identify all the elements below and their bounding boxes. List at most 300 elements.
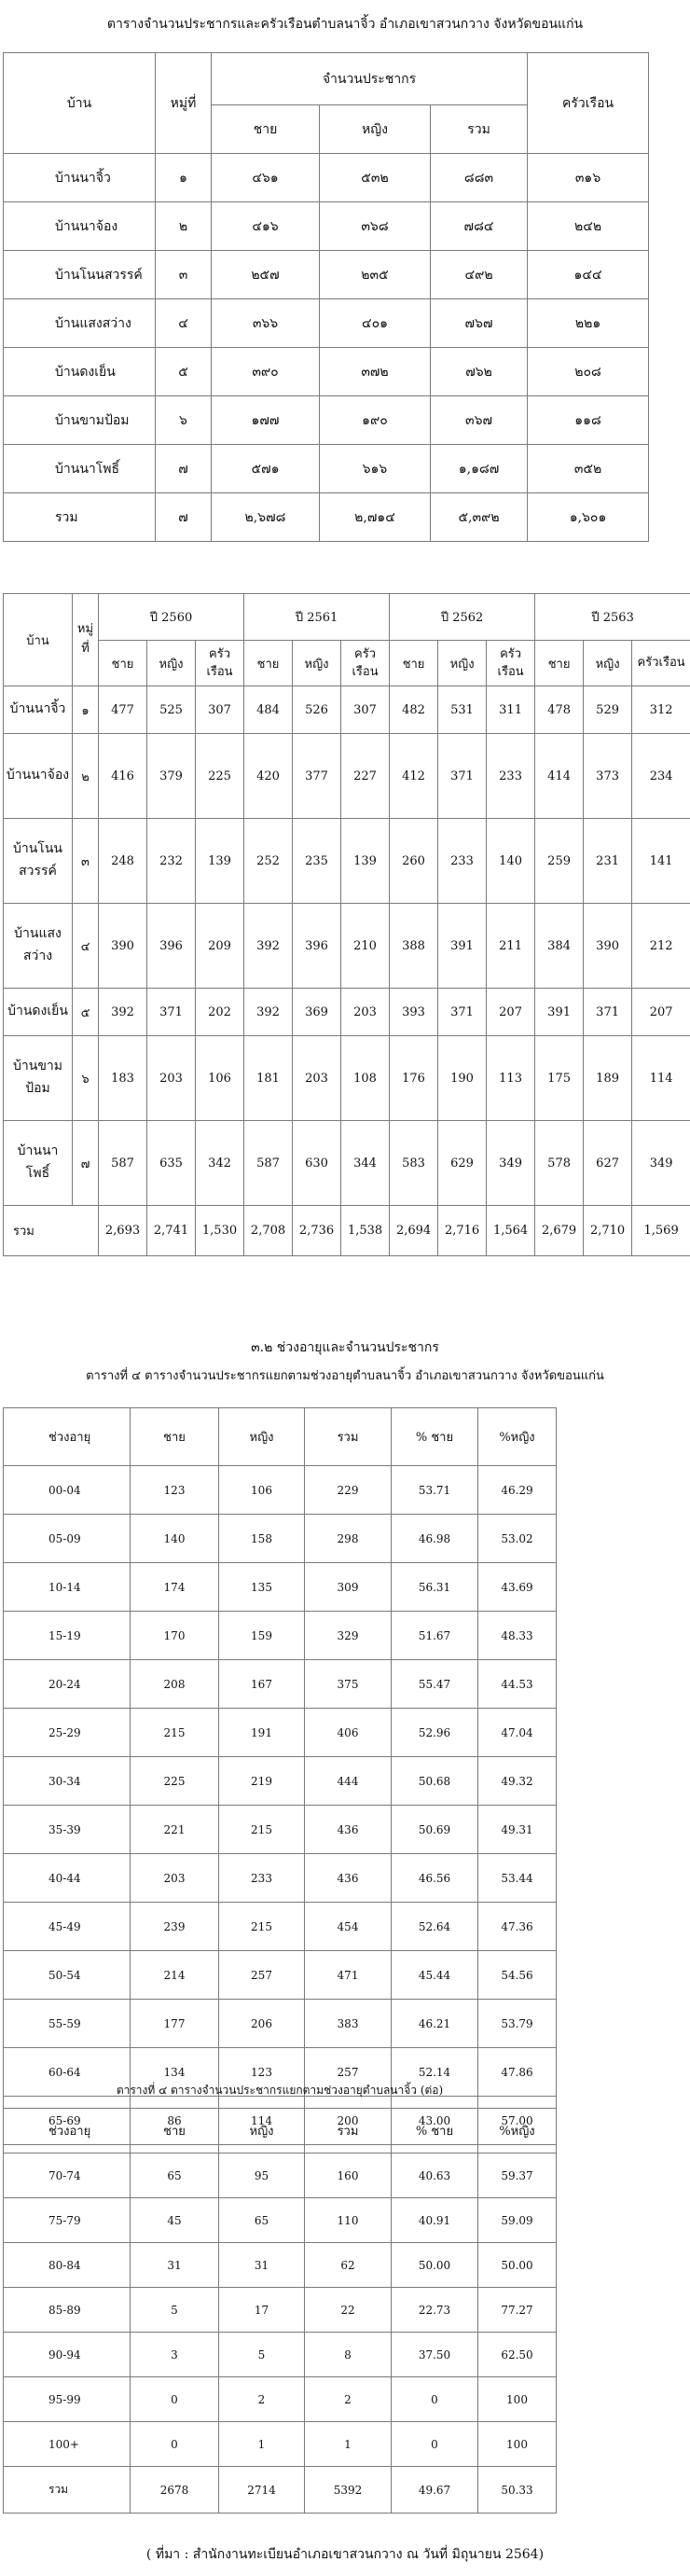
cell-value: 49.31 (478, 1806, 557, 1854)
cell-value: 233 (438, 819, 487, 904)
village-name: บ้านโนนสวรรค์ (4, 251, 156, 299)
table-row (4, 299, 649, 348)
cell-value: 225 (131, 1757, 219, 1806)
header-male: ชาย (99, 641, 147, 686)
total-value: 2,716 (438, 1206, 487, 1256)
cell-value: 0 (131, 2377, 219, 2422)
cell-value: 392 (244, 989, 293, 1036)
cell-value: 48.33 (478, 1612, 557, 1660)
cell-value: 212 (632, 904, 690, 989)
age-header: ช่วงอายุ (4, 2109, 131, 2154)
header-households: ครัวเรือน (528, 53, 649, 154)
age-range: 10-14 (4, 1563, 131, 1612)
cell-value: 436 (305, 1854, 392, 1903)
cell-value: 587 (244, 1121, 293, 1206)
cell-value: 583 (390, 1121, 438, 1206)
table-row (4, 2154, 557, 2198)
table-row (4, 1951, 557, 2000)
cell-value: 183 (99, 1036, 147, 1121)
age-range: 15-19 (4, 1612, 131, 1660)
cell-value: 375 (305, 1660, 392, 1709)
village-name: บ้านโนนสวรรค์ (4, 819, 73, 904)
cell-value: 349 (487, 1121, 535, 1206)
cell-value: 56.31 (392, 1563, 478, 1612)
cell-moo: ๒ (156, 202, 212, 251)
cell-value: 373 (584, 734, 632, 819)
cell-value: 203 (131, 1854, 219, 1903)
table-row (4, 1121, 690, 1206)
cell-female: ๖๑๖ (320, 445, 431, 493)
cell-value: 454 (305, 1903, 392, 1951)
cell-value: 484 (244, 686, 293, 734)
age-header: % ชาย (392, 2109, 478, 2154)
cell-value: 2 (219, 2377, 305, 2422)
age-range: 00-04 (4, 1466, 131, 1515)
cell-value: 189 (584, 1036, 632, 1121)
cell-value: 200 (305, 2097, 392, 2145)
total-row (4, 1206, 690, 1256)
total-row (4, 493, 649, 542)
table-row (4, 1806, 557, 1854)
cell-value: 531 (438, 686, 487, 734)
age-header: หญิง (219, 2109, 305, 2154)
age-range: 65-69 (4, 2097, 131, 2145)
total-label: รวม (4, 2467, 131, 2514)
cell-moo: ๒ (73, 734, 99, 819)
age-header: %หญิง (478, 1408, 557, 1466)
cell-value: 45 (131, 2198, 219, 2243)
cell-value: 100 (478, 2422, 557, 2467)
table-row (4, 2000, 557, 2048)
age-range: 75-79 (4, 2198, 131, 2243)
cell-value: 312 (632, 686, 690, 734)
cell-value: 388 (390, 904, 438, 989)
total-row (4, 2467, 557, 2514)
cell-value: 0 (392, 2377, 478, 2422)
cell-value: 396 (293, 904, 341, 989)
cell-households: ๒๔๒ (528, 202, 649, 251)
total-male: ๒,๖๗๘ (212, 493, 320, 542)
total-value: 2,694 (390, 1206, 438, 1256)
total-label: รวม (4, 1206, 99, 1256)
cell-value: 8 (305, 2333, 392, 2377)
cell-value: 139 (196, 819, 244, 904)
cell-value: 234 (632, 734, 690, 819)
cell-value: 371 (438, 734, 487, 819)
total-value: 49.67 (392, 2467, 478, 2514)
header-female: หญิง (438, 641, 487, 686)
header-total: รวม (431, 105, 528, 154)
cell-total: ๓๖๗ (431, 396, 528, 445)
cell-moo: ๖ (156, 396, 212, 445)
total-value: 2,693 (99, 1206, 147, 1256)
section-heading: ๓.๒ ช่วงอายุและจำนวนประชากร (251, 1340, 439, 1355)
table-row (4, 1563, 557, 1612)
cell-value: 5 (131, 2288, 219, 2333)
cell-value: 57.00 (478, 2097, 557, 2145)
age-header: ชาย (131, 2109, 219, 2154)
cell-value: 233 (487, 734, 535, 819)
cell-value: 235 (293, 819, 341, 904)
age-range: 30-34 (4, 1757, 131, 1806)
cell-value: 529 (584, 686, 632, 734)
cell-value: 17 (219, 2288, 305, 2333)
total-value: 2,710 (584, 1206, 632, 1256)
total-value: 1,538 (341, 1206, 390, 1256)
table-row (4, 1757, 557, 1806)
table-row (4, 1036, 690, 1121)
cell-value: 52.64 (392, 1903, 478, 1951)
cell-value: 390 (584, 904, 632, 989)
header-households: ครัวเรือน (196, 641, 244, 686)
total-value: 1,564 (487, 1206, 535, 1256)
cell-value: 227 (341, 734, 390, 819)
cell-value: 203 (147, 1036, 196, 1121)
age-range: 25-29 (4, 1709, 131, 1757)
cell-value: 371 (438, 989, 487, 1036)
age-range: 20-24 (4, 1660, 131, 1709)
cell-total: ๗๖๒ (431, 348, 528, 396)
age-range: 95-99 (4, 2377, 131, 2422)
cell-value: 215 (131, 1709, 219, 1757)
cell-male: ๔๑๖ (212, 202, 320, 251)
cell-value: 233 (219, 1854, 305, 1903)
cell-value: 526 (293, 686, 341, 734)
total-value: 2,679 (535, 1206, 584, 1256)
cell-value: 406 (305, 1709, 392, 1757)
cell-value: 170 (131, 1612, 219, 1660)
cell-value: 31 (219, 2243, 305, 2288)
cell-value: 59.37 (478, 2154, 557, 2198)
cell-value: 525 (147, 686, 196, 734)
cell-value: 106 (196, 1036, 244, 1121)
cell-value: 177 (131, 2000, 219, 2048)
cell-value: 207 (632, 989, 690, 1036)
header-households: ครัวเรือน (487, 641, 535, 686)
cell-value: 47.86 (478, 2048, 557, 2097)
cell-value: 22 (305, 2288, 392, 2333)
cell-moo: ๗ (156, 445, 212, 493)
cell-value: 329 (305, 1612, 392, 1660)
total-value: 2714 (219, 2467, 305, 2514)
table-row (4, 1709, 557, 1757)
age-group-table-continued (3, 2108, 557, 2514)
cell-value: 134 (131, 2048, 219, 2097)
age-header: รวม (305, 2109, 392, 2154)
total-value: 2678 (131, 2467, 219, 2514)
cell-value: 174 (131, 1563, 219, 1612)
village-name: บ้านขามป้อม (4, 396, 156, 445)
header-year-2561: ปี 2561 (244, 594, 390, 641)
age-range: 70-74 (4, 2154, 131, 2198)
cell-value: 392 (244, 904, 293, 989)
cell-value: 22.73 (392, 2288, 478, 2333)
cell-value: 40.63 (392, 2154, 478, 2198)
cell-value: 203 (293, 1036, 341, 1121)
total-value: 2,741 (147, 1206, 196, 1256)
cell-households: ๑๔๔ (528, 251, 649, 299)
age-range: 55-59 (4, 2000, 131, 2048)
cell-value: 47.36 (478, 1903, 557, 1951)
cell-value: 307 (341, 686, 390, 734)
cell-value: 65 (219, 2198, 305, 2243)
cell-value: 252 (244, 819, 293, 904)
cell-value: 630 (293, 1121, 341, 1206)
table4-caption: ตารางที่ ๔ ตารางจำนวนประชากรแยกตามช่วงอายุตำบลนาจิ้ว อำเภอเขาสวนกวาง จังหวัดขอนแก่น (86, 1369, 604, 1383)
cell-value: 231 (584, 819, 632, 904)
cell-value: 65 (131, 2154, 219, 2198)
total-value: 1,530 (196, 1206, 244, 1256)
table-row (4, 904, 690, 989)
cell-value: 110 (305, 2198, 392, 2243)
table-row (4, 348, 649, 396)
cell-moo: ๑ (156, 154, 212, 202)
age-group-table (3, 1407, 557, 2145)
cell-value: 393 (390, 989, 438, 1036)
header-village: บ้าน (4, 594, 73, 686)
cell-total: ๘๘๓ (431, 154, 528, 202)
table-row (4, 2333, 557, 2377)
cell-value: 311 (487, 686, 535, 734)
cell-value: 257 (219, 1951, 305, 2000)
total-total: ๕,๓๙๒ (431, 493, 528, 542)
cell-moo: ๔ (73, 904, 99, 989)
cell-value: 209 (196, 904, 244, 989)
cell-value: 50.69 (392, 1806, 478, 1854)
village-name: บ้านนาจิ้ว (4, 154, 156, 202)
cell-value: 471 (305, 1951, 392, 2000)
cell-value: 52.96 (392, 1709, 478, 1757)
cell-value: 202 (196, 989, 244, 1036)
village-name: บ้านแสงสว่าง (4, 904, 73, 989)
table-row (4, 251, 649, 299)
cell-value: 123 (131, 1466, 219, 1515)
cell-value: 248 (99, 819, 147, 904)
cell-value: 420 (244, 734, 293, 819)
cell-households: ๒๐๘ (528, 348, 649, 396)
cell-value: 396 (147, 904, 196, 989)
total-female: ๒,๗๑๔ (320, 493, 431, 542)
table-row (4, 396, 649, 445)
cell-value: 135 (219, 1563, 305, 1612)
age-range: 35-39 (4, 1806, 131, 1854)
cell-value: 95 (219, 2154, 305, 2198)
table-row (4, 1903, 557, 1951)
table-row (4, 1612, 557, 1660)
cell-value: 207 (487, 989, 535, 1036)
cell-value: 307 (196, 686, 244, 734)
table4-caption-cont: ตารางที่ ๔ ตารางจำนวนประชากรแยกตามช่วงอายุตำบลนาจิ้ว (ต่อ) (116, 2084, 444, 2097)
cell-male: ๓๖๖ (212, 299, 320, 348)
age-range: 100+ (4, 2422, 131, 2467)
cell-value: 206 (219, 2000, 305, 2048)
village-name: บ้านขามป้อม (4, 1036, 73, 1121)
cell-value: 225 (196, 734, 244, 819)
cell-value: 50.68 (392, 1757, 478, 1806)
cell-value: 53.71 (392, 1466, 478, 1515)
total-value: 50.33 (478, 2467, 557, 2514)
cell-value: 114 (219, 2097, 305, 2145)
cell-value: 40.91 (392, 2198, 478, 2243)
cell-value: 139 (341, 819, 390, 904)
header-male: ชาย (535, 641, 584, 686)
total-value: 2,736 (293, 1206, 341, 1256)
cell-value: 229 (305, 1466, 392, 1515)
header-households: ครัวเรือน (341, 641, 390, 686)
cell-value: 257 (305, 2048, 392, 2097)
cell-households: ๑๑๘ (528, 396, 649, 445)
cell-value: 2 (305, 2377, 392, 2422)
header-village: บ้าน (4, 53, 156, 154)
cell-value: 391 (438, 904, 487, 989)
cell-male: ๒๕๗ (212, 251, 320, 299)
table-row (4, 154, 649, 202)
cell-total: ๗๘๔ (431, 202, 528, 251)
cell-female: ๒๓๕ (320, 251, 431, 299)
cell-value: 587 (99, 1121, 147, 1206)
header-male: ชาย (390, 641, 438, 686)
cell-value: 5 (219, 2333, 305, 2377)
cell-value: 627 (584, 1121, 632, 1206)
age-range: 50-54 (4, 1951, 131, 2000)
cell-households: ๓๑๖ (528, 154, 649, 202)
cell-value: 377 (293, 734, 341, 819)
cell-value: 342 (196, 1121, 244, 1206)
cell-value: 46.56 (392, 1854, 478, 1903)
age-range: 40-44 (4, 1854, 131, 1903)
age-range: 60-64 (4, 2048, 131, 2097)
cell-value: 210 (341, 904, 390, 989)
cell-value: 140 (131, 1515, 219, 1563)
cell-male: ๔๖๑ (212, 154, 320, 202)
cell-female: ๕๓๒ (320, 154, 431, 202)
header-female: หญิง (320, 105, 431, 154)
cell-value: 215 (219, 1806, 305, 1854)
header-female: หญิง (147, 641, 196, 686)
cell-value: 167 (219, 1660, 305, 1709)
cell-total: ๔๙๒ (431, 251, 528, 299)
cell-value: 482 (390, 686, 438, 734)
cell-value: 414 (535, 734, 584, 819)
cell-value: 298 (305, 1515, 392, 1563)
cell-value: 390 (99, 904, 147, 989)
cell-value: 477 (99, 686, 147, 734)
header-year-2560: ปี 2560 (99, 594, 244, 641)
source-note: ( ที่มา : สำนักงานทะเบียนอำเภอเขาสวนกวาง ณ วันที่ มิถุนายน 2564) (145, 2547, 545, 2562)
table1-caption: ตารางจำนวนประชากรและครัวเรือนตำบลนาจิ้ว อำเภอเขาสวนกวาง จังหวัดขอนแก่น (106, 17, 584, 32)
age-range: 80-84 (4, 2243, 131, 2288)
cell-value: 54.56 (478, 1951, 557, 2000)
cell-value: 309 (305, 1563, 392, 1612)
cell-value: 191 (219, 1709, 305, 1757)
cell-value: 436 (305, 1806, 392, 1854)
header-male: ชาย (244, 641, 293, 686)
cell-value: 219 (219, 1757, 305, 1806)
cell-moo: ๔ (156, 299, 212, 348)
total-households: ๑,๖๐๑ (528, 493, 649, 542)
cell-value: 444 (305, 1757, 392, 1806)
cell-value: 55.47 (392, 1660, 478, 1709)
cell-value: 106 (219, 1466, 305, 1515)
header-female: หญิง (584, 641, 632, 686)
cell-value: 379 (147, 734, 196, 819)
header-moo: หมู่ที่ (156, 53, 212, 154)
table-row (4, 1466, 557, 1515)
cell-value: 391 (535, 989, 584, 1036)
cell-value: 100 (478, 2377, 557, 2422)
population-households-table (3, 52, 649, 542)
cell-value: 175 (535, 1036, 584, 1121)
cell-moo: ๓ (156, 251, 212, 299)
cell-value: 412 (390, 734, 438, 819)
cell-value: 239 (131, 1903, 219, 1951)
cell-moo: ๓ (73, 819, 99, 904)
total-value: 2,708 (244, 1206, 293, 1256)
cell-value: 62.50 (478, 2333, 557, 2377)
yearly-population-table (3, 593, 690, 1256)
cell-value: 211 (487, 904, 535, 989)
cell-value: 50.00 (478, 2243, 557, 2288)
cell-moo: ๕ (73, 989, 99, 1036)
cell-value: 77.27 (478, 2288, 557, 2333)
village-name: บ้านดงเย็น (4, 989, 73, 1036)
cell-value: 383 (305, 2000, 392, 2048)
table-row (4, 1515, 557, 1563)
cell-value: 46.98 (392, 1515, 478, 1563)
cell-value: 369 (293, 989, 341, 1036)
cell-value: 86 (131, 2097, 219, 2145)
cell-value: 349 (632, 1121, 690, 1206)
cell-value: 37.50 (392, 2333, 478, 2377)
cell-value: 371 (584, 989, 632, 1036)
cell-value: 344 (341, 1121, 390, 1206)
cell-value: 392 (99, 989, 147, 1036)
cell-value: 53.44 (478, 1854, 557, 1903)
table-row (4, 2198, 557, 2243)
cell-value: 141 (632, 819, 690, 904)
age-range: 45-49 (4, 1903, 131, 1951)
cell-moo: ๖ (73, 1036, 99, 1121)
village-name: บ้านนาจ้อง (4, 734, 73, 819)
cell-value: 629 (438, 1121, 487, 1206)
cell-value: 1 (219, 2422, 305, 2467)
header-female: หญิง (293, 641, 341, 686)
village-name: บ้านนาจ้อง (4, 202, 156, 251)
cell-value: 214 (131, 1951, 219, 2000)
cell-male: ๓๙๐ (212, 348, 320, 396)
total-value: 1,569 (632, 1206, 690, 1256)
cell-value: 259 (535, 819, 584, 904)
cell-value: 114 (632, 1036, 690, 1121)
cell-value: 384 (535, 904, 584, 989)
table-row (4, 2422, 557, 2467)
table-row (4, 819, 690, 904)
cell-moo: ๗ (73, 1121, 99, 1206)
table-row (4, 2377, 557, 2422)
age-header: ชาย (131, 1408, 219, 1466)
cell-total: ๗๖๗ (431, 299, 528, 348)
header-moo: หมู่ที่ (73, 594, 99, 686)
table-row (4, 202, 649, 251)
cell-value: 140 (487, 819, 535, 904)
cell-value: 160 (305, 2154, 392, 2198)
cell-value: 108 (341, 1036, 390, 1121)
cell-value: 51.67 (392, 1612, 478, 1660)
cell-value: 478 (535, 686, 584, 734)
cell-value: 53.02 (478, 1515, 557, 1563)
cell-male: ๕๗๑ (212, 445, 320, 493)
cell-value: 221 (131, 1806, 219, 1854)
